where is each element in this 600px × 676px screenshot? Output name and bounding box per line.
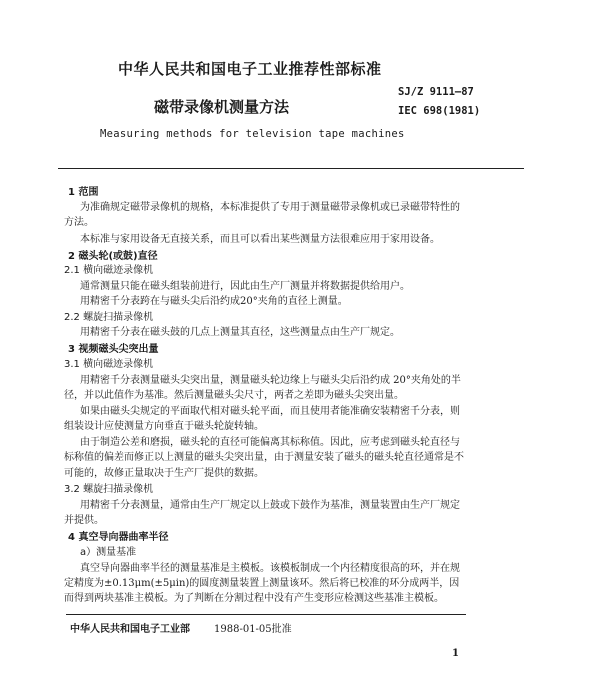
paragraph-line: 用精密千分表在磁头鼓的几点上测量其直径，这些测量点由生产厂规定。 — [80, 327, 400, 338]
subsection-heading: 3.2 螺旋扫描录像机 — [64, 484, 154, 495]
paragraph-line: 用精密千分表跨在与磁头尖后沿约成20°夹角的直径上测量。 — [80, 296, 348, 307]
subsection-heading: 3.1 横向磁迹录像机 — [64, 359, 154, 370]
footer-approval-date: 1988-01-05批准 — [214, 624, 292, 635]
paragraph-line: 如果由磁头尖规定的平面取代相对磁头轮平面，而且使用者能准确安装精密千分表，则 — [80, 406, 460, 417]
section-heading: 1 范围 — [68, 187, 99, 198]
footer-rule — [66, 614, 466, 615]
section-heading: 3 视频磁头尖突出量 — [68, 344, 159, 355]
paragraph-line: 组装设计应使测量方向垂直于磁头轮旋转轴。 — [64, 421, 264, 432]
paragraph-line: 通常测量只能在磁头组装前进行，因此由生产厂测量并将数据提供给用户。 — [80, 281, 410, 292]
subsection-heading: a）测量基准 — [80, 547, 137, 558]
paragraph-line: 真空导向器曲率半径的测量基准是主模板。该模板制成一个内径精度很高的环，并在规 — [80, 563, 460, 574]
footer-issuer: 中华人民共和国电子工业部 — [70, 624, 190, 635]
subsection-heading: 2.2 螺旋扫描录像机 — [64, 312, 154, 323]
section-heading: 4 真空导向器曲率半径 — [68, 532, 169, 543]
header-rule — [58, 168, 524, 169]
subsection-heading: 2.1 横向磁迹录像机 — [64, 265, 154, 276]
paragraph-line: 用精密千分表测量磁头尖突出量，测量磁头轮边缘上与磁头尖后沿约成 20°夹角处的半 — [80, 375, 461, 386]
paragraph-line: 可能的，故修正量取决于生产厂提供的数据。 — [64, 468, 264, 479]
iec-reference: IEC 698(1981) — [398, 105, 481, 117]
standard-code: SJ/Z 9111—87 — [398, 86, 474, 98]
paragraph-line: 本标准与家用设备无直接关系，而且可以看出某些测量方法很难应用于家用设备。 — [80, 234, 440, 245]
paragraph-line: 标称值的偏差而修正以上测量的磁头尖突出量，由于测量安装了磁头的磁头轮直径通常是不 — [64, 452, 464, 463]
issuing-organization: 中华人民共和国电子工业推荐性部标准 — [118, 60, 382, 78]
page-number: 1 — [452, 648, 459, 659]
paragraph-line: 用精密千分表测量，通常由生产厂规定以上鼓或下鼓作为基准，测量装置由生产厂规定 — [80, 500, 460, 511]
paragraph-line: 并提供。 — [64, 515, 104, 526]
document-title: 磁带录像机测量方法 — [154, 98, 290, 116]
paragraph-line: 为准确规定磁带录像机的规格，本标准提供了专用于测量磁带录像机或已录磁带特性的 — [80, 202, 460, 213]
paragraph-line: 定精度为±0.13μm(±5μin)的圆度测量装置上测量该环。然后将已校准的环分成两半，因 — [64, 578, 460, 589]
section-heading: 2 磁头轮(或鼓)直径 — [68, 251, 158, 262]
english-title: Measuring methods for television tape machines — [100, 128, 405, 140]
paragraph-line: 方法。 — [64, 217, 94, 228]
paragraph-line: 径，并以此值作为基准。然后测量磁头尖尺寸，两者之差即为磁头尖突出量。 — [64, 390, 404, 401]
paragraph-line: 而得到两块基准主模板。为了判断在分割过程中没有产生变形应检测这些基准主模板。 — [64, 593, 444, 604]
paragraph-line: 由于制造公差和磨损，磁头轮的直径可能偏离其标称值。因此，应考虑到磁头轮直径与 — [80, 437, 460, 448]
